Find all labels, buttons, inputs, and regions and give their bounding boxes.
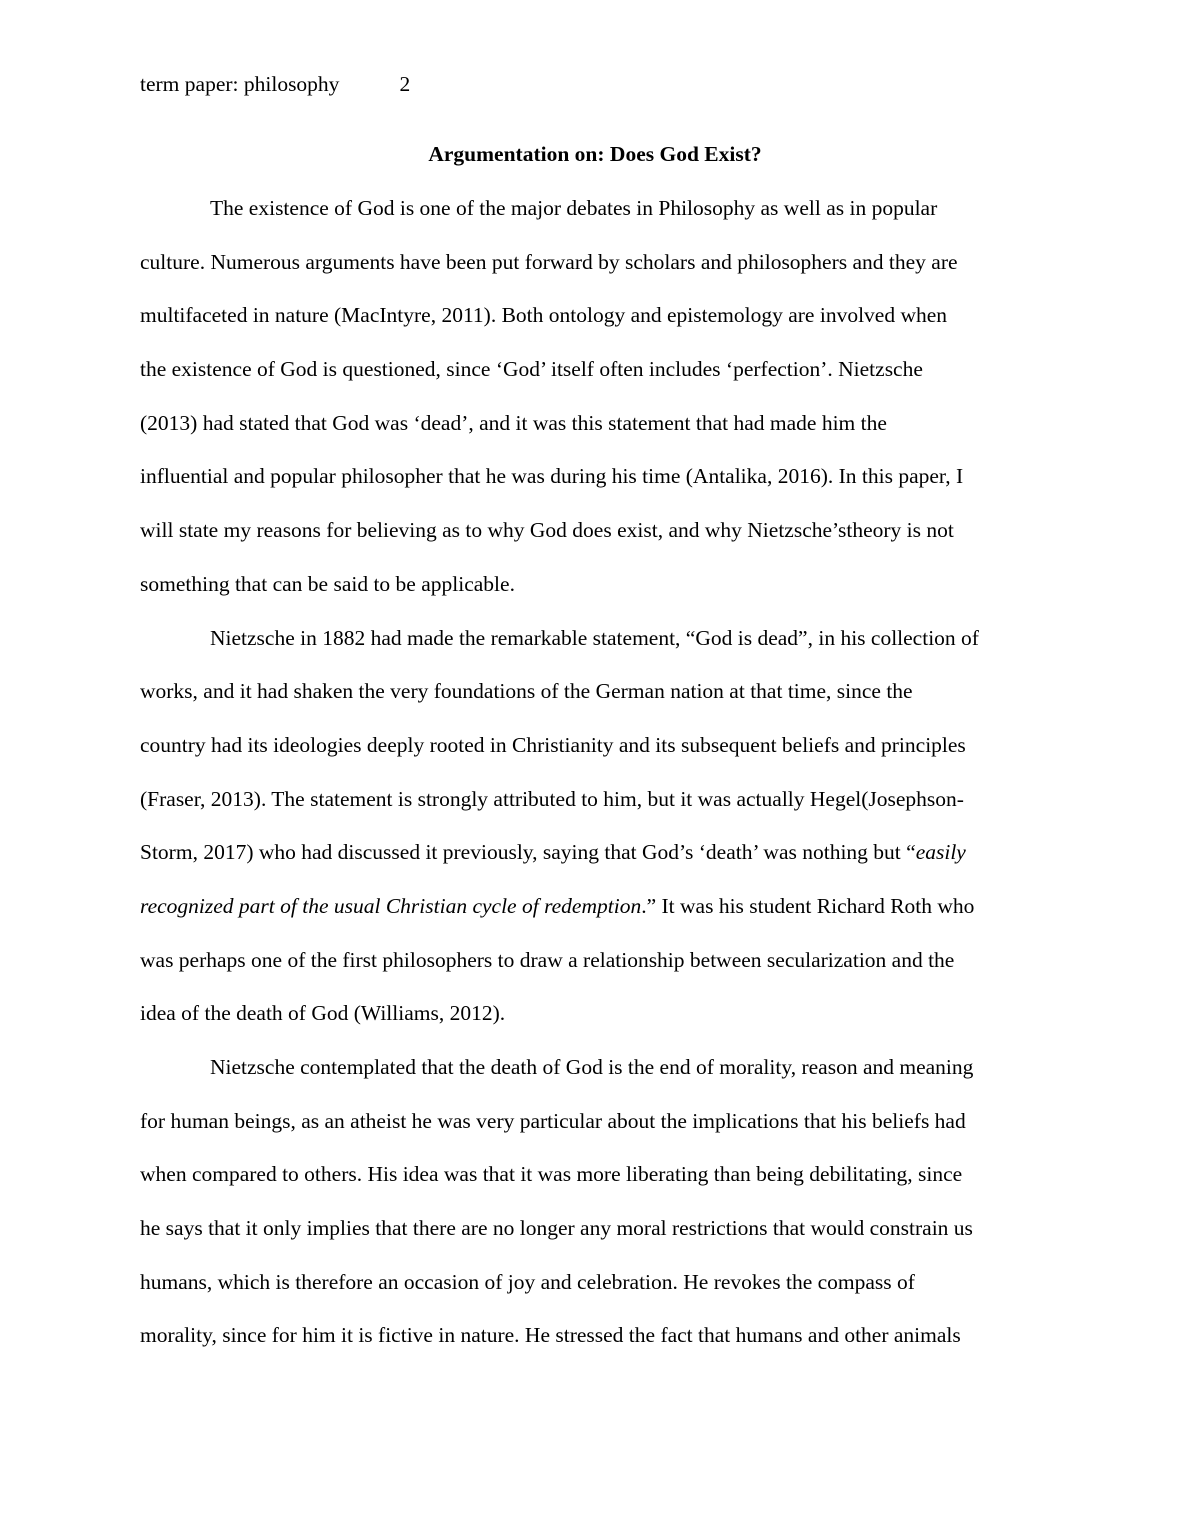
text-run: Storm, 2017) who had discussed it previously, saying that God’s ‘death’ was nothing but “ [140,840,916,865]
text-line: idea of the death of God (Williams, 2012). [140,1001,506,1026]
text-line: humans, which is therefore an occasion of joy and celebration. He revokes the compass of [140,1269,915,1294]
paper-title: Argumentation on: Does God Exist? [428,142,762,166]
text-line-mixed [140,892,1050,946]
text-line: Nietzsche contemplated that the death of God is the end of morality, reason and meaning [210,1055,974,1079]
italic-quote-run: recognized part of the usual Christian cycle of redemption [140,893,642,918]
text-line: The existence of God is one of the major debates in Philosophy as well as in popular [210,196,938,220]
text-line: Nietzsche in 1882 had made the remarkable statement, “God is dead”, in his collection of [210,625,979,650]
paragraph-3 [140,1053,1050,1375]
text-line: influential and popular philosopher that he was during his time (Antalika, 2016). In this paper, I [140,464,964,489]
text-line: morality, since for him it is fictive in nature. He stressed the fact that humans and other animals [140,1323,961,1348]
text-line: works, and it had shaken the very foundations of the German nation at that time, since the [140,679,913,704]
text-line: multifaceted in nature (MacIntyre, 2011). Both ontology and epistemology are involved when [140,303,948,328]
text-line: will state my reasons for believing as to why God does exist, and why Nietzsche’stheory is not [140,518,954,543]
text-line: the existence of God is questioned, since ‘God’ itself often includes ‘perfection’. Nietzsche [140,357,923,382]
running-head-title: term paper: philosophy [140,72,340,96]
paper-body [140,194,1050,1375]
text-line: he says that it only implies that there are no longer any moral restrictions that would constrain us [140,1216,973,1241]
text-line: when compared to others. His idea was that it was more liberating than being debilitating, since [140,1162,963,1187]
italic-quote-run: easily [915,840,966,865]
text-line: something that can be said to be applicable. [140,571,515,596]
running-head [140,70,410,98]
page-number: 2 [399,72,411,96]
text-line: (2013) had stated that God was ‘dead’, and it was this statement that had made him the [140,410,887,435]
text-line: culture. Numerous arguments have been put forward by scholars and philosophers and they are [140,249,958,274]
text-line: (Fraser, 2013). The statement is strongly attributed to him, but it was actually Hegel(Josephson- [140,786,964,811]
text-line: country had its ideologies deeply rooted in Christianity and its subsequent beliefs and principles [140,732,966,757]
paragraph-1 [140,194,1050,624]
text-line: was perhaps one of the first philosophers to draw a relationship between secularization and the [140,947,955,972]
text-run: .” It was his student Richard Roth who [641,893,975,918]
text-line-mixed [140,838,1050,892]
paragraph-2 [140,624,1050,1054]
text-line: for human beings, as an atheist he was very particular about the implications that his beliefs had [140,1108,966,1133]
